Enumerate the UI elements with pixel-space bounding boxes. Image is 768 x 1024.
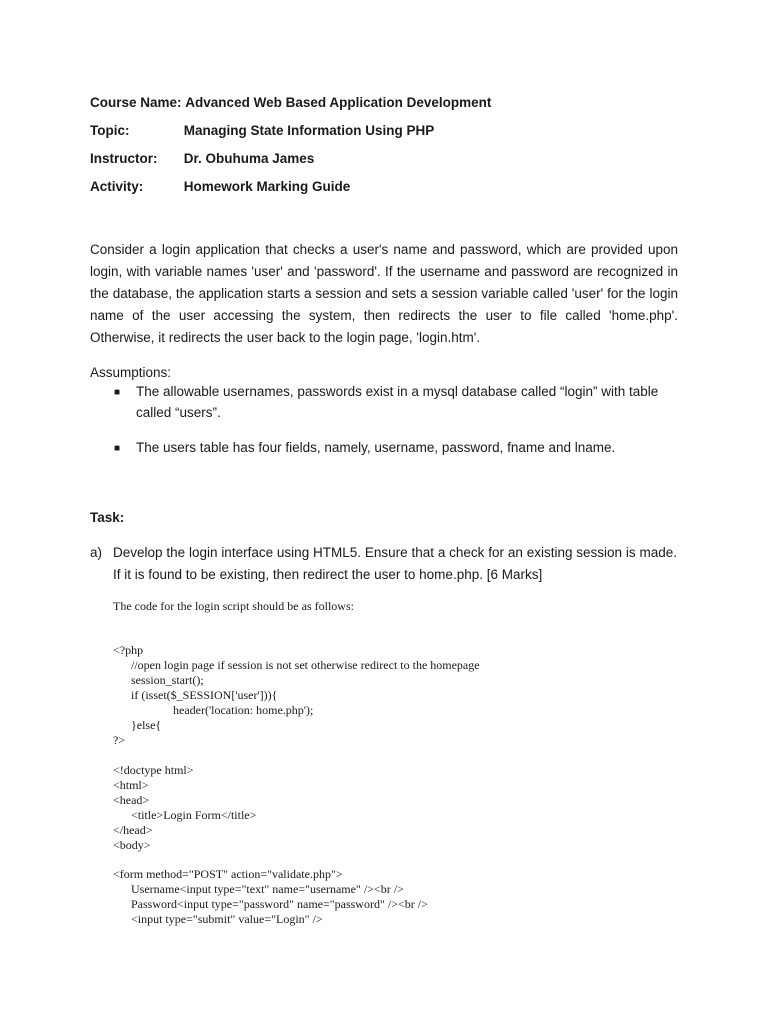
code-block-head: <!doctype html> <html> <head> <title>Login Form</title> </head> <body> bbox=[113, 763, 257, 852]
assumption-item: The users table has four fields, namely, username, password, fname and lname. bbox=[136, 440, 616, 455]
assumptions-label: Assumptions: bbox=[90, 365, 172, 380]
activity-value: Homework Marking Guide bbox=[183, 179, 351, 194]
topic-label: Topic: bbox=[90, 123, 130, 138]
instructor-value: Dr. Obuhuma James bbox=[183, 151, 315, 166]
code-block-php: <?php //open login page if session is not set otherwise redirect to the homepage session_start(); if (isset($_SESSION['user'])){ header('location: home.php'); }else{ ?> bbox=[113, 643, 480, 747]
task-label: Task: bbox=[90, 510, 125, 525]
instructor-label: Instructor: bbox=[90, 151, 158, 166]
code-intro-text: The code for the login script should be as follows: bbox=[113, 599, 354, 613]
activity-row bbox=[90, 178, 350, 196]
instructor-row bbox=[90, 150, 314, 168]
activity-label: Activity: bbox=[90, 179, 144, 194]
task-item-text: Develop the login interface using HTML5. Ensure that a check for an existing session is made. If it is found to be existing, then redirect the user to home.php. [6 Marks] bbox=[113, 545, 677, 582]
course-name-row bbox=[90, 94, 491, 112]
topic-value: Managing State Information Using PHP bbox=[183, 123, 435, 138]
bullet-icon: ■ bbox=[114, 387, 121, 398]
course-name-value: Advanced Web Based Application Development bbox=[185, 95, 492, 110]
course-name-label: Course Name: bbox=[90, 95, 182, 110]
bullet-icon: ■ bbox=[114, 443, 121, 454]
task-item-marker: a) bbox=[90, 545, 103, 560]
topic-row bbox=[90, 122, 434, 140]
code-block-form: <form method="POST" action="validate.php"> Username<input type="text" name="username" /><br /> Password<input type="password" name="password" /><br /> <input type="submit" value="Login" /> bbox=[113, 867, 428, 926]
assumption-item: The allowable usernames, passwords exist in a mysql database called “login” with table called “users”. bbox=[136, 384, 659, 420]
intro-paragraph: Consider a login application that checks a user's name and password, which are provided upon login, with variable names 'user' and 'password'. If the username and password are recognized in the database, the application starts a session and sets a session variable called 'user' for the login name of the user accessing the system, then redirects the user to file called 'home.php'. Otherwise, it redirects the user back to the login page, 'login.htm'. bbox=[90, 242, 678, 345]
